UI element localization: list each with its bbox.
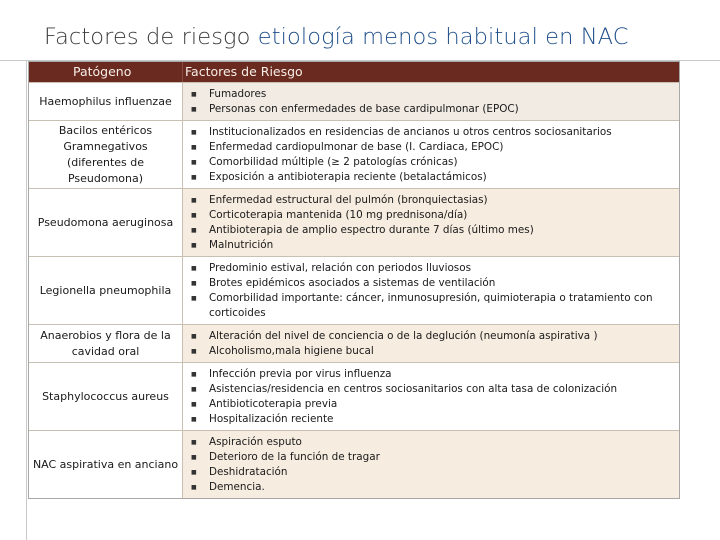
risk-item-text: Hospitalización reciente: [209, 413, 334, 425]
square-bullet-icon: ■: [191, 333, 197, 340]
risk-factors-cell: [183, 83, 679, 120]
pathogen-cell: Staphylococcus aureus: [29, 363, 183, 430]
risk-item: [189, 344, 677, 359]
pathogen-cell: Legionella pneumophila: [29, 257, 183, 324]
risk-item: [189, 435, 677, 450]
table-row: [29, 362, 679, 430]
risk-item-text: Enfermedad estructural del pulmón (bronquiectasias): [209, 194, 488, 206]
square-bullet-icon: ■: [191, 91, 197, 98]
pathogen-cell: NAC aspirativa en anciano: [29, 431, 183, 498]
risk-item: [189, 87, 677, 102]
square-bullet-icon: ■: [191, 227, 197, 234]
risk-item-text: Aspiración esputo: [209, 436, 302, 448]
risk-item-text: Infección previa por virus influenza: [209, 368, 392, 380]
square-bullet-icon: ■: [191, 129, 197, 136]
risk-item: [189, 397, 677, 412]
square-bullet-icon: ■: [191, 265, 197, 272]
square-bullet-icon: ■: [191, 371, 197, 378]
risk-item: [189, 450, 677, 465]
risk-factors-cell: [183, 189, 679, 256]
risk-item: [189, 223, 677, 238]
risk-item: [189, 480, 677, 495]
square-bullet-icon: ■: [191, 401, 197, 408]
risk-item-text: Predominio estival, relación con periodos lluviosos: [209, 262, 471, 274]
risk-item: [189, 261, 677, 276]
risk-item: [189, 291, 677, 321]
square-bullet-icon: ■: [191, 106, 197, 113]
table-row: [29, 120, 679, 188]
header-risk-factors: Factores de Riesgo: [185, 64, 303, 79]
slide-title: [44, 24, 714, 50]
risk-item-text: Enfermedad cardiopulmonar de base (I. Cardiaca, EPOC): [209, 141, 504, 153]
risk-item-text: Deshidratación: [209, 466, 288, 478]
risk-factors-cell: [183, 325, 679, 362]
slide-left-rule: [26, 60, 27, 540]
square-bullet-icon: ■: [191, 197, 197, 204]
square-bullet-icon: ■: [191, 484, 197, 491]
risk-item-text: Asistencias/residencia en centros sociosanitarios con alta tasa de colonización: [209, 383, 618, 395]
risk-item-text: Comorbilidad múltiple (≥ 2 patologías crónicas): [209, 156, 458, 168]
title-accent-text: etiología menos habitual en NAC: [257, 24, 629, 50]
risk-item: [189, 208, 677, 223]
risk-factors-cell: [183, 363, 679, 430]
risk-item-text: Fumadores: [209, 88, 267, 100]
pathogen-cell: Bacilos entéricos Gramnegativos (diferentes de Pseudomona): [29, 121, 183, 188]
risk-item: [189, 412, 677, 427]
risk-factors-cell: [183, 257, 679, 324]
square-bullet-icon: ■: [191, 280, 197, 287]
table-row: [29, 324, 679, 362]
risk-item-text: Corticoterapia mantenida (10 mg prednisona/día): [209, 209, 468, 221]
risk-item: [189, 155, 677, 170]
title-text: Factores de riesgo: [44, 24, 258, 50]
risk-item-text: Alteración del nivel de conciencia o de la deglución (neumonía aspirativa ): [209, 330, 598, 342]
table-row: [29, 82, 679, 120]
risk-item-text: Comorbilidad importante: cáncer, inmunosupresión, quimioterapia o tratamiento con corticoides: [209, 292, 653, 319]
risk-item-text: Deterioro de la función de tragar: [209, 451, 380, 463]
square-bullet-icon: ■: [191, 212, 197, 219]
risk-factors-cell: [183, 121, 679, 188]
table-row: [29, 256, 679, 324]
table-row: [29, 430, 679, 498]
risk-item: [189, 140, 677, 155]
pathogen-cell: Anaerobios y flora de la cavidad oral: [29, 325, 183, 362]
square-bullet-icon: ■: [191, 174, 197, 181]
risk-factors-cell: [183, 431, 679, 498]
square-bullet-icon: ■: [191, 242, 197, 249]
risk-item-text: Malnutrición: [209, 239, 274, 251]
square-bullet-icon: ■: [191, 144, 197, 151]
square-bullet-icon: ■: [191, 348, 197, 355]
risk-item: [189, 367, 677, 382]
square-bullet-icon: ■: [191, 454, 197, 461]
risk-item: [189, 102, 677, 117]
risk-item-text: Institucionalizados en residencias de ancianos u otros centros sociosanitarios: [209, 126, 612, 138]
risk-item-text: Demencia.: [209, 481, 265, 493]
risk-item-text: Personas con enfermedades de base cardipulmonar (EPOC): [209, 103, 519, 115]
square-bullet-icon: ■: [191, 295, 197, 302]
square-bullet-icon: ■: [191, 159, 197, 166]
table-row: [29, 188, 679, 256]
pathogen-cell: Pseudomona aeruginosa: [29, 189, 183, 256]
square-bullet-icon: ■: [191, 416, 197, 423]
risk-item: [189, 329, 677, 344]
header-pathogen: Patógeno: [29, 62, 183, 82]
risk-item-text: Antibioterapia de amplio espectro durante 7 días (último mes): [209, 224, 534, 236]
risk-item: [189, 125, 677, 140]
risk-item-text: Exposición a antibioterapia reciente (betalactámicos): [209, 171, 487, 183]
risk-item: [189, 170, 677, 185]
risk-factors-table: [28, 61, 680, 499]
square-bullet-icon: ■: [191, 469, 197, 476]
risk-item-text: Antibioticoterapia previa: [209, 398, 338, 410]
risk-item: [189, 276, 677, 291]
risk-item: [189, 382, 677, 397]
table-body: [29, 82, 679, 498]
square-bullet-icon: ■: [191, 439, 197, 446]
risk-item: [189, 238, 677, 253]
risk-item: [189, 193, 677, 208]
square-bullet-icon: ■: [191, 386, 197, 393]
risk-item-text: Brotes epidémicos asociados a sistemas de ventilación: [209, 277, 496, 289]
pathogen-cell: Haemophilus influenzae: [29, 83, 183, 120]
risk-item: [189, 465, 677, 480]
risk-item-text: Alcoholismo,mala higiene bucal: [209, 345, 374, 357]
table-header: [29, 62, 679, 82]
